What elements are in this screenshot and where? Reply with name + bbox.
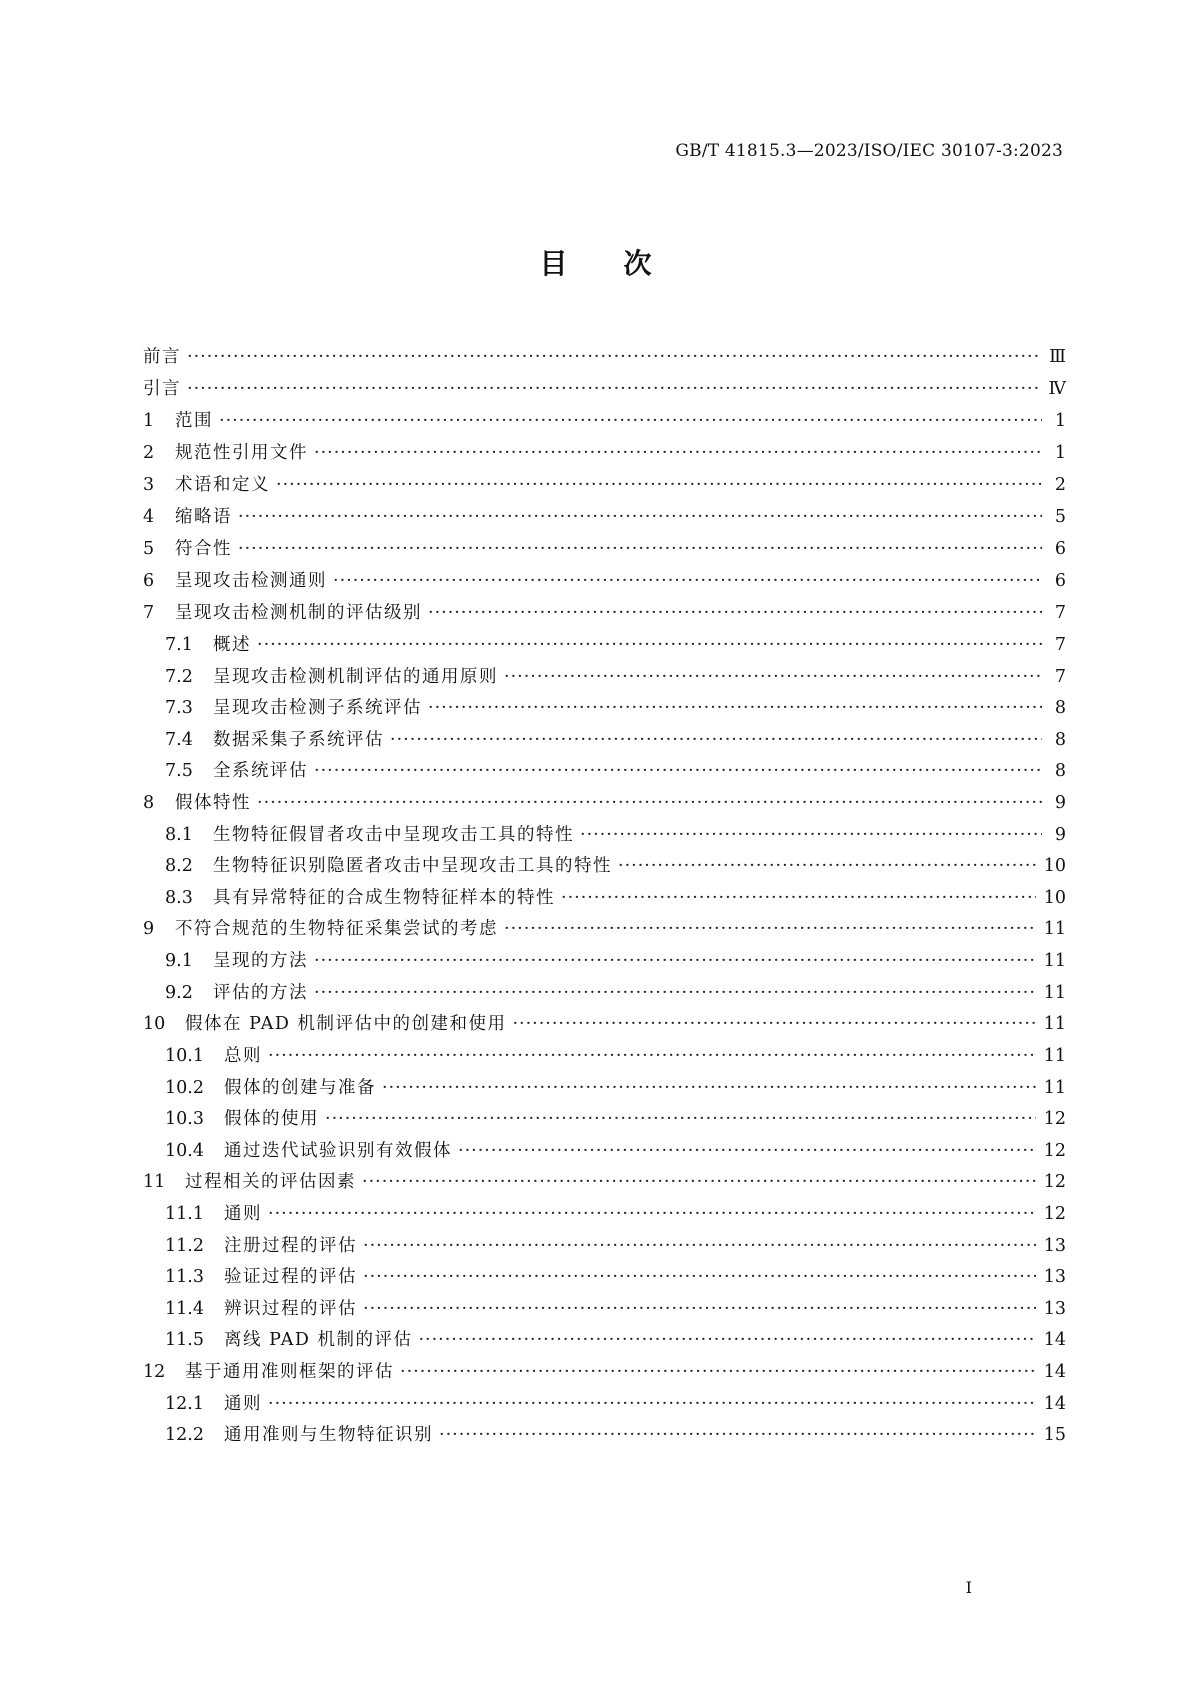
toc-entry-page: 12 [1043,1204,1066,1224]
toc-entry-label: 缩略语 [175,507,232,527]
toc-dot-leader [268,1394,1036,1414]
toc-entry-page: 5 [1054,507,1066,527]
toc-dot-leader [268,1046,1036,1066]
toc-dot-leader [314,443,1042,463]
toc-entry-label: 引言 [143,379,181,399]
toc-entry-page: 12 [1043,1172,1066,1192]
toc-dot-leader [363,1267,1036,1287]
toc-entry[interactable] [143,471,1066,503]
toc-entry-label: 过程相关的评估因素 [185,1172,356,1192]
toc-entry-label: 假体的使用 [224,1109,319,1129]
toc-entry-number: 8.1 [165,824,193,845]
toc-dot-leader [512,1014,1035,1034]
toc-entry[interactable] [143,1390,1066,1422]
toc-dot-leader [428,603,1042,623]
toc-entry-number: 11.2 [165,1235,204,1256]
toc-entry-page: 8 [1054,729,1066,750]
toc-entry[interactable] [143,1137,1066,1169]
toc-dot-leader [314,983,1036,1003]
page-title: 目次 [539,247,708,280]
toc-entry-label: 呈现的方法 [213,951,308,971]
toc-entry[interactable] [143,884,1066,916]
toc-entry-label: 假体的创建与准备 [224,1077,376,1098]
toc-entry-number: 4 [143,507,155,527]
toc-entry[interactable] [143,979,1066,1011]
toc-entry-number: 7.1 [165,635,193,655]
toc-entry-number: 10.4 [165,1140,204,1161]
toc-dot-leader [458,1141,1036,1161]
toc-entry-page: 13 [1043,1298,1066,1319]
toc-entry-number: 10.1 [165,1046,204,1066]
toc-entry-label: 生物特征识别隐匿者攻击中呈现攻击工具的特性 [213,856,612,876]
toc-entry[interactable] [143,1421,1066,1453]
toc-entry-number: 8.3 [165,887,193,908]
toc-entry-page: 13 [1043,1267,1066,1287]
toc-dot-leader [561,888,1036,908]
toc-entry-page: 14 [1043,1330,1066,1350]
toc-dot-leader [618,856,1036,876]
toc-entry[interactable] [143,1074,1066,1106]
toc-entry-number: 7.3 [165,698,193,718]
toc-entry-label: 生物特征假冒者攻击中呈现攻击工具的特性 [213,824,574,845]
toc-entry[interactable] [143,1232,1066,1264]
toc-dot-leader [382,1078,1036,1098]
toc-entry-number: 11.3 [165,1267,204,1287]
toc-entry-page: 9 [1054,792,1066,813]
toc-entry-page: 15 [1043,1425,1066,1445]
toc-entry-label: 具有异常特征的合成生物特征样本的特性 [213,887,555,908]
toc-entry-page: 12 [1043,1109,1066,1129]
toc-entry[interactable] [143,599,1066,631]
toc-dot-leader [390,730,1042,750]
toc-dot-leader [325,1109,1036,1129]
toc-entry-label: 离线 PAD 机制的评估 [224,1330,413,1350]
footer-page-number: I [965,1578,972,1597]
toc-entry-page: 2 [1054,475,1066,495]
toc-entry-label: 注册过程的评估 [224,1235,357,1256]
toc-dot-leader [187,347,1041,367]
toc-entry-page: 9 [1054,824,1066,845]
toc-entry-label: 呈现攻击检测机制的评估级别 [175,603,422,623]
toc-entry-number: 9 [143,919,155,939]
toc-dot-leader [504,667,1042,687]
toc-entry-label: 验证过程的评估 [224,1267,357,1287]
toc-entry-label: 总则 [224,1046,262,1066]
toc-entry-label: 前言 [143,347,181,367]
toc-entry-label: 全系统评估 [213,761,308,781]
toc-entry[interactable] [143,1263,1066,1295]
toc-dot-leader [187,379,1041,399]
toc-entry-label: 基于通用准则框架的评估 [185,1361,394,1382]
toc-entry-label: 呈现攻击检测子系统评估 [213,698,422,718]
toc-entry[interactable] [143,789,1066,821]
toc-entry[interactable] [143,1358,1066,1390]
toc-dot-leader [314,761,1042,781]
toc-entry[interactable] [143,694,1066,726]
toc-entry-number: 8 [143,792,155,813]
toc-entry-number: 11.5 [165,1330,204,1350]
toc-dot-leader [276,475,1042,495]
toc-dot-leader [333,571,1042,591]
toc-entry-page: 12 [1043,1140,1066,1161]
toc-entry-page: 6 [1054,571,1066,591]
toc-entry-number: 11.4 [165,1298,204,1319]
toc-entry[interactable] [143,1105,1066,1137]
toc-dot-leader [400,1362,1036,1382]
toc-entry-page: 11 [1043,1014,1066,1034]
document-code: GB/T 41815.3—2023/ISO/IEC 30107-3:2023 [675,141,1063,161]
toc-entry-page: 7 [1054,666,1066,687]
toc-entry-number: 9.1 [165,951,193,971]
toc-dot-leader [580,825,1042,845]
toc-entry-number: 1 [143,411,155,431]
toc-entry-page: 11 [1043,951,1066,971]
toc-entry-number: 9.2 [165,982,193,1003]
toc-entry[interactable] [143,567,1066,599]
toc-entry-number: 3 [143,475,155,495]
toc-entry-number: 8.2 [165,856,193,876]
toc-entry[interactable] [143,757,1066,789]
toc-entry-page: 10 [1043,887,1066,908]
toc-entry-label: 通用准则与生物特征识别 [224,1425,433,1445]
toc-entry-label: 呈现攻击检测机制评估的通用原则 [213,666,498,687]
toc-entry-number: 7 [143,603,155,623]
toc-entry-number: 7.5 [165,761,193,781]
toc-entry-page: 14 [1043,1361,1066,1382]
table-of-contents [143,343,1066,1453]
toc-dot-leader [428,698,1042,718]
toc-entry[interactable] [143,821,1066,853]
toc-entry-label: 范围 [175,411,213,431]
toc-entry-page: 8 [1054,698,1066,718]
toc-entry-number: 12 [143,1361,166,1382]
toc-entry-label: 辨识过程的评估 [224,1298,357,1319]
toc-entry-label: 假体特性 [175,792,251,813]
toc-entry-page: 11 [1043,982,1066,1003]
toc-entry[interactable] [143,1168,1066,1200]
toc-entry[interactable] [143,343,1066,375]
toc-entry-label: 通则 [224,1393,262,1414]
toc-entry-number: 12.2 [165,1425,204,1445]
toc-entry-label: 不符合规范的生物特征采集尝试的考虑 [175,919,498,939]
toc-entry-page: 6 [1054,539,1066,559]
toc-entry[interactable] [143,439,1066,471]
toc-dot-leader [314,951,1036,971]
toc-entry-number: 10 [143,1014,166,1034]
toc-entry[interactable] [143,1295,1066,1327]
toc-entry-number: 10.3 [165,1109,204,1129]
toc-entry-label: 符合性 [175,539,232,559]
toc-entry-page: 14 [1043,1393,1066,1414]
toc-entry-page: 1 [1054,411,1066,431]
toc-entry[interactable] [143,1200,1066,1232]
toc-dot-leader [219,411,1042,431]
toc-entry-label: 术语和定义 [175,475,270,495]
toc-dot-leader [363,1299,1036,1319]
toc-entry-label: 呈现攻击检测通则 [175,571,327,591]
toc-entry[interactable] [143,407,1066,439]
toc-entry-page: 13 [1043,1235,1066,1256]
toc-entry-page: 7 [1054,603,1066,623]
toc-entry-page: 11 [1043,1046,1066,1066]
toc-entry-page: Ⅲ [1049,347,1066,367]
toc-entry[interactable] [143,726,1066,758]
toc-entry-number: 7.4 [165,729,193,750]
toc-entry-number: 11.1 [165,1204,204,1224]
toc-entry-number: 6 [143,571,155,591]
toc-dot-leader [418,1330,1035,1350]
toc-entry-page: 7 [1054,635,1066,655]
toc-entry[interactable] [143,631,1066,663]
toc-dot-leader [257,793,1042,813]
toc-entry-page: Ⅳ [1048,379,1066,399]
toc-entry[interactable] [143,852,1066,884]
toc-entry[interactable] [143,375,1066,407]
toc-entry-label: 概述 [213,635,251,655]
toc-entry-label: 假体在 PAD 机制评估中的创建和使用 [185,1014,507,1034]
toc-dot-leader [439,1425,1036,1445]
toc-dot-leader [238,539,1042,559]
toc-entry-label: 规范性引用文件 [175,443,308,463]
toc-entry-label: 评估的方法 [213,982,308,1003]
toc-entry[interactable] [143,535,1066,567]
toc-dot-leader [362,1172,1036,1192]
toc-entry-number: 11 [143,1172,166,1192]
toc-entry-label: 通则 [224,1204,262,1224]
toc-dot-leader [238,507,1042,527]
toc-entry-page: 8 [1054,761,1066,781]
toc-entry-number: 2 [143,443,155,463]
toc-entry-page: 1 [1054,443,1066,463]
toc-entry[interactable] [143,915,1066,947]
toc-dot-leader [268,1204,1036,1224]
toc-entry[interactable] [143,1326,1066,1358]
toc-entry[interactable] [143,947,1066,979]
toc-entry[interactable] [143,1042,1066,1074]
toc-entry[interactable] [143,503,1066,535]
toc-entry[interactable] [143,663,1066,695]
toc-dot-leader [363,1236,1036,1256]
toc-entry-page: 10 [1043,856,1066,876]
toc-entry-number: 7.2 [165,666,193,687]
toc-entry-page: 11 [1043,1077,1066,1098]
toc-dot-leader [504,919,1036,939]
toc-entry[interactable] [143,1010,1066,1042]
toc-entry-page: 11 [1043,919,1066,939]
toc-dot-leader [257,635,1042,655]
toc-entry-number: 5 [143,539,155,559]
toc-entry-label: 通过迭代试验识别有效假体 [224,1140,452,1161]
toc-entry-label: 数据采集子系统评估 [213,729,384,750]
toc-entry-number: 12.1 [165,1393,204,1414]
toc-entry-number: 10.2 [165,1077,204,1098]
